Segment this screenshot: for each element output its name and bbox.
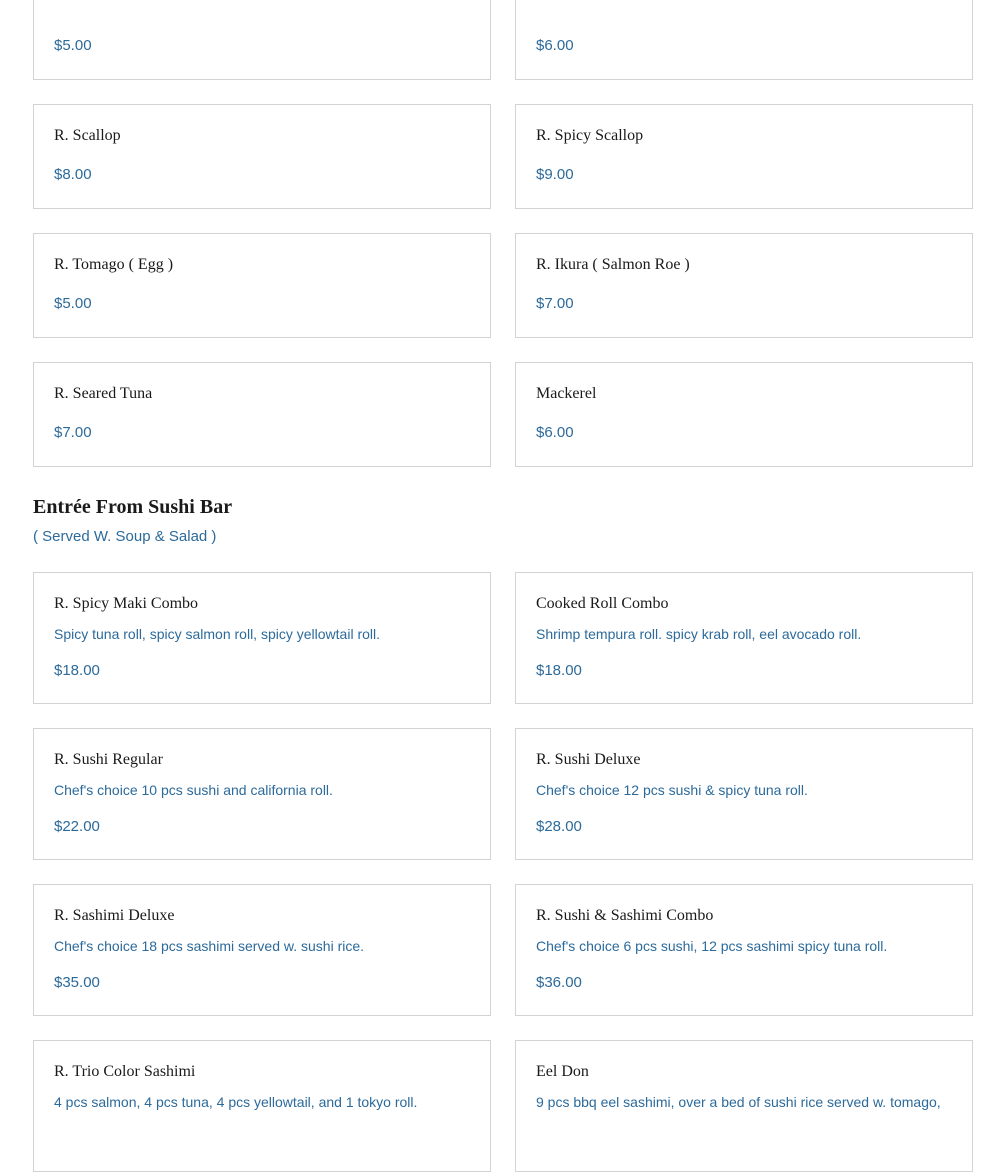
menu-item-name: Mackerel	[536, 385, 597, 402]
entrees-grid	[33, 572, 973, 1172]
menu-item-name: R. Sushi & Sashimi Combo	[536, 907, 714, 924]
menu-item-name: R. Seared Tuna	[54, 385, 153, 402]
menu-item-card[interactable]	[33, 1040, 491, 1172]
menu-item-card[interactable]	[515, 233, 973, 338]
menu-item-card[interactable]	[515, 572, 973, 704]
menu-item-description: Spicy tuna roll, spicy salmon roll, spicy yellowtail roll.	[54, 626, 380, 642]
menu-item-name: R. Sushi Regular	[54, 751, 163, 768]
menu-item-name: Eel Don	[536, 1063, 589, 1080]
menu-item-price: $22.00	[54, 818, 100, 835]
menu-item-price: $5.00	[54, 37, 92, 54]
menu-item-price: $18.00	[54, 662, 100, 679]
menu-item-card[interactable]	[515, 1040, 973, 1172]
menu-item-description: Shrimp tempura roll. spicy krab roll, eel avocado roll.	[536, 626, 862, 642]
menu-item-name: R. Scallop	[54, 127, 121, 144]
menu-item-card[interactable]	[33, 362, 491, 467]
menu-item-description: Chef's choice 10 pcs sushi and california roll.	[54, 782, 333, 798]
menu-item-name: R. Ikura ( Salmon Roe )	[536, 256, 690, 273]
menu-item-card[interactable]	[33, 572, 491, 704]
menu-item-price: $7.00	[536, 295, 574, 312]
menu-item-description: 4 pcs salmon, 4 pcs tuna, 4 pcs yellowtail, and 1 tokyo roll.	[54, 1094, 418, 1110]
section-title: Entrée From Sushi Bar	[33, 496, 233, 518]
menu-item-card[interactable]	[515, 884, 973, 1016]
rolls-grid	[33, 0, 973, 467]
menu-item-price: $35.00	[54, 974, 100, 991]
menu-page	[33, 0, 973, 1172]
menu-item-description: Chef's choice 6 pcs sushi, 12 pcs sashimi spicy tuna roll.	[536, 938, 888, 954]
menu-item-card[interactable]	[33, 233, 491, 338]
menu-item-card[interactable]	[33, 884, 491, 1016]
menu-item-price: $18.00	[536, 662, 582, 679]
menu-item-name: R. Sashimi Deluxe	[54, 907, 175, 924]
menu-item-name: R. Trio Color Sashimi	[54, 1063, 196, 1080]
menu-item-price: $9.00	[536, 166, 574, 183]
menu-item-card[interactable]	[515, 362, 973, 467]
menu-item-name: Cooked Roll Combo	[536, 595, 669, 612]
menu-item-card[interactable]	[33, 0, 491, 80]
menu-item-price: $6.00	[536, 37, 574, 54]
entree-section-header	[33, 495, 973, 546]
menu-item-price: $36.00	[536, 974, 582, 991]
menu-item-card[interactable]	[33, 728, 491, 860]
menu-item-description: 9 pcs bbq eel sashimi, over a bed of sushi rice served w. tomago,	[536, 1094, 941, 1110]
menu-item-card[interactable]	[33, 104, 491, 209]
menu-item-price: $6.00	[536, 424, 574, 441]
menu-item-price: $7.00	[54, 424, 92, 441]
menu-item-name: R. Spicy Scallop	[536, 127, 644, 144]
menu-item-description: Chef's choice 12 pcs sushi & spicy tuna roll.	[536, 782, 808, 798]
menu-item-card[interactable]	[515, 104, 973, 209]
menu-item-description: Chef's choice 18 pcs sashimi served w. sushi rice.	[54, 938, 365, 954]
section-subtitle: ( Served W. Soup & Salad )	[33, 528, 217, 545]
menu-item-name: R. Spicy Maki Combo	[54, 595, 199, 612]
menu-item-price: $5.00	[54, 295, 92, 312]
menu-item-card[interactable]	[515, 0, 973, 80]
menu-item-card[interactable]	[515, 728, 973, 860]
menu-item-price: $8.00	[54, 166, 92, 183]
menu-item-name: R. Sushi Deluxe	[536, 751, 641, 768]
menu-item-name: R. Tomago ( Egg )	[54, 256, 174, 273]
menu-item-price: $28.00	[536, 818, 582, 835]
